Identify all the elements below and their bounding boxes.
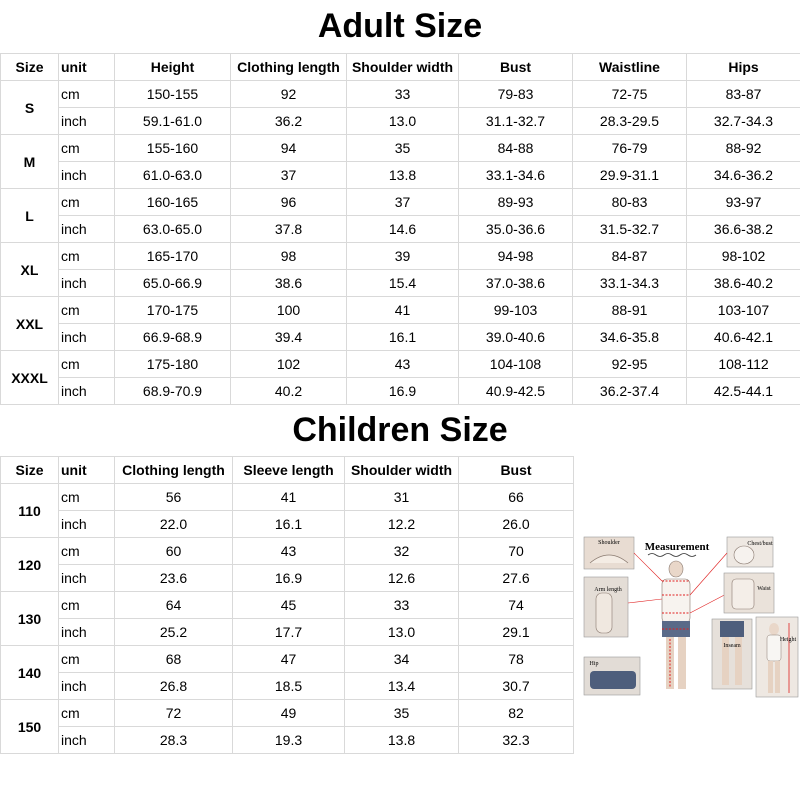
unit-label: cm	[59, 484, 115, 511]
measurement-cell: 68.9-70.9	[115, 378, 231, 405]
size-label: 130	[1, 592, 59, 646]
measurement-cell: 88-91	[573, 297, 687, 324]
table-row	[1, 324, 800, 351]
measurement-cell: 13.0	[347, 108, 459, 135]
size-label: 110	[1, 484, 59, 538]
measurement-cell: 45	[233, 592, 345, 619]
size-label: M	[1, 135, 59, 189]
unit-label: inch	[59, 565, 115, 592]
unit-label: cm	[59, 243, 115, 270]
guide-label-chest: Chest/bust	[747, 541, 773, 547]
measurement-cell: 29.9-31.1	[573, 162, 687, 189]
column-header: Size	[1, 54, 59, 81]
measurement-cell: 31	[345, 484, 459, 511]
measurement-cell: 22.0	[115, 511, 233, 538]
measurement-cell: 98	[231, 243, 347, 270]
measurement-cell: 25.2	[115, 619, 233, 646]
table-row	[1, 484, 574, 511]
table-row	[1, 619, 574, 646]
measurement-cell: 34	[345, 646, 459, 673]
measurement-cell: 78	[459, 646, 574, 673]
measurement-cell: 37.8	[231, 216, 347, 243]
measurement-cell: 72	[115, 700, 233, 727]
measurement-cell: 102	[231, 351, 347, 378]
measurement-cell: 23.6	[115, 565, 233, 592]
measurement-cell: 16.1	[233, 511, 345, 538]
measurement-cell: 160-165	[115, 189, 231, 216]
size-label: XXL	[1, 297, 59, 351]
measurement-cell: 65.0-66.9	[115, 270, 231, 297]
unit-label: cm	[59, 592, 115, 619]
unit-label: inch	[59, 511, 115, 538]
measurement-cell: 43	[347, 351, 459, 378]
measurement-cell: 34.6-36.2	[687, 162, 800, 189]
guide-label-hip: Hip	[589, 661, 599, 667]
unit-label: cm	[59, 538, 115, 565]
table-row	[1, 81, 800, 108]
table-row	[1, 700, 574, 727]
measurement-cell: 104-108	[459, 351, 573, 378]
measurement-cell: 28.3	[115, 727, 233, 754]
measurement-cell: 92-95	[573, 351, 687, 378]
unit-label: inch	[59, 378, 115, 405]
table-row	[1, 538, 574, 565]
unit-label: cm	[59, 646, 115, 673]
measurement-cell: 28.3-29.5	[573, 108, 687, 135]
measurement-cell: 26.8	[115, 673, 233, 700]
size-label: XXXL	[1, 351, 59, 405]
unit-label: cm	[59, 189, 115, 216]
unit-label: inch	[59, 324, 115, 351]
measurement-cell: 98-102	[687, 243, 800, 270]
unit-label: cm	[59, 700, 115, 727]
table-row	[1, 727, 574, 754]
measurement-cell: 100	[231, 297, 347, 324]
measurement-cell: 94-98	[459, 243, 573, 270]
unit-label: inch	[59, 619, 115, 646]
column-header: Height	[115, 54, 231, 81]
measurement-cell: 34.6-35.8	[573, 324, 687, 351]
measurement-cell: 13.8	[347, 162, 459, 189]
measurement-cell: 33	[345, 592, 459, 619]
column-header: Sleeve length	[233, 457, 345, 484]
measurement-cell: 16.1	[347, 324, 459, 351]
measurement-cell: 18.5	[233, 673, 345, 700]
table-row	[1, 673, 574, 700]
table-row	[1, 270, 800, 297]
measurement-cell: 93-97	[687, 189, 800, 216]
measurement-cell: 92	[231, 81, 347, 108]
header-row	[1, 54, 800, 81]
unit-label: inch	[59, 216, 115, 243]
measurement-cell: 165-170	[115, 243, 231, 270]
unit-label: inch	[59, 727, 115, 754]
measurement-cell: 103-107	[687, 297, 800, 324]
children-size-title: Children Size	[292, 411, 508, 449]
measurement-cell: 42.5-44.1	[687, 378, 800, 405]
measurement-cell: 68	[115, 646, 233, 673]
unit-label: cm	[59, 135, 115, 162]
table-row	[1, 216, 800, 243]
unit-label: inch	[59, 162, 115, 189]
measurement-cell: 38.6-40.2	[687, 270, 800, 297]
measurement-cell: 63.0-65.0	[115, 216, 231, 243]
table-row	[1, 189, 800, 216]
measurement-cell: 72-75	[573, 81, 687, 108]
measurement-cell: 89-93	[459, 189, 573, 216]
measurement-cell: 13.4	[345, 673, 459, 700]
measurement-cell: 83-87	[687, 81, 800, 108]
children-size-table	[0, 456, 574, 754]
table-row	[1, 646, 574, 673]
measurement-cell: 35	[345, 700, 459, 727]
measurement-cell: 175-180	[115, 351, 231, 378]
measurement-cell: 88-92	[687, 135, 800, 162]
adult-size-table	[0, 53, 800, 405]
measurement-cell: 33.1-34.3	[573, 270, 687, 297]
column-header: Shoulder width	[347, 54, 459, 81]
guide-label-height: Height	[779, 637, 797, 643]
unit-label: inch	[59, 270, 115, 297]
column-header: Waistline	[573, 54, 687, 81]
measurement-cell: 155-160	[115, 135, 231, 162]
measurement-cell: 37	[231, 162, 347, 189]
measurement-cell: 12.2	[345, 511, 459, 538]
measurement-cell: 32.3	[459, 727, 574, 754]
measurement-cell: 150-155	[115, 81, 231, 108]
table-row	[1, 378, 800, 405]
size-label: L	[1, 189, 59, 243]
measurement-cell: 16.9	[233, 565, 345, 592]
measurement-cell: 37	[347, 189, 459, 216]
measurement-cell: 19.3	[233, 727, 345, 754]
table-row	[1, 351, 800, 378]
measurement-guide-image	[582, 533, 800, 703]
table-row	[1, 592, 574, 619]
measurement-cell: 39	[347, 243, 459, 270]
measurement-cell: 35.0-36.6	[459, 216, 573, 243]
table-row	[1, 135, 800, 162]
measurement-cell: 27.6	[459, 565, 574, 592]
measurement-cell: 56	[115, 484, 233, 511]
measurement-cell: 31.5-32.7	[573, 216, 687, 243]
table-row	[1, 511, 574, 538]
measurement-cell: 66.9-68.9	[115, 324, 231, 351]
measurement-cell: 14.6	[347, 216, 459, 243]
measurement-cell: 36.2-37.4	[573, 378, 687, 405]
measurement-cell: 33.1-34.6	[459, 162, 573, 189]
unit-label: cm	[59, 297, 115, 324]
measurement-cell: 74	[459, 592, 574, 619]
guide-label-inseam: Inseam	[723, 643, 741, 649]
measurement-cell: 47	[233, 646, 345, 673]
measurement-cell: 76-79	[573, 135, 687, 162]
measurement-cell: 13.0	[345, 619, 459, 646]
measurement-cell: 40.2	[231, 378, 347, 405]
column-header: unit	[59, 457, 115, 484]
measurement-cell: 64	[115, 592, 233, 619]
measurement-cell: 70	[459, 538, 574, 565]
measurement-cell: 84-87	[573, 243, 687, 270]
measurement-cell: 66	[459, 484, 574, 511]
measurement-cell: 30.7	[459, 673, 574, 700]
measurement-cell: 96	[231, 189, 347, 216]
measurement-cell: 82	[459, 700, 574, 727]
guide-title: Measurement	[644, 541, 710, 553]
column-header: Size	[1, 457, 59, 484]
measurement-cell: 26.0	[459, 511, 574, 538]
measurement-cell: 33	[347, 81, 459, 108]
measurement-cell: 84-88	[459, 135, 573, 162]
measurement-cell: 40.6-42.1	[687, 324, 800, 351]
column-header: unit	[59, 54, 115, 81]
header-row	[1, 457, 574, 484]
measurement-cell: 41	[233, 484, 345, 511]
table-row	[1, 565, 574, 592]
measurement-cell: 79-83	[459, 81, 573, 108]
column-header: Shoulder width	[345, 457, 459, 484]
measurement-cell: 39.4	[231, 324, 347, 351]
measurement-cell: 80-83	[573, 189, 687, 216]
measurement-cell: 49	[233, 700, 345, 727]
measurement-cell: 59.1-61.0	[115, 108, 231, 135]
measurement-cell: 94	[231, 135, 347, 162]
unit-label: cm	[59, 81, 115, 108]
measurement-cell: 108-112	[687, 351, 800, 378]
measurement-cell: 12.6	[345, 565, 459, 592]
measurement-cell: 32	[345, 538, 459, 565]
measurement-cell: 29.1	[459, 619, 574, 646]
column-header: Bust	[459, 457, 574, 484]
table-row	[1, 297, 800, 324]
column-header: Clothing length	[231, 54, 347, 81]
measurement-cell: 40.9-42.5	[459, 378, 573, 405]
measurement-cell: 35	[347, 135, 459, 162]
measurement-cell: 16.9	[347, 378, 459, 405]
column-header: Clothing length	[115, 457, 233, 484]
unit-label: cm	[59, 351, 115, 378]
adult-size-title: Adult Size	[317, 7, 483, 45]
size-label: 140	[1, 646, 59, 700]
measurement-cell: 39.0-40.6	[459, 324, 573, 351]
measurement-cell: 15.4	[347, 270, 459, 297]
measurement-cell: 61.0-63.0	[115, 162, 231, 189]
size-label: 150	[1, 700, 59, 754]
size-label: XL	[1, 243, 59, 297]
column-header: Hips	[687, 54, 800, 81]
measurement-cell: 60	[115, 538, 233, 565]
measurement-cell: 37.0-38.6	[459, 270, 573, 297]
measurement-cell: 43	[233, 538, 345, 565]
unit-label: inch	[59, 673, 115, 700]
unit-label: inch	[59, 108, 115, 135]
table-row	[1, 162, 800, 189]
measurement-cell: 32.7-34.3	[687, 108, 800, 135]
measurement-cell: 41	[347, 297, 459, 324]
measurement-cell: 36.6-38.2	[687, 216, 800, 243]
table-row	[1, 108, 800, 135]
guide-label-shoulder: Shoulder	[598, 540, 620, 546]
measurement-cell: 36.2	[231, 108, 347, 135]
measurement-cell: 31.1-32.7	[459, 108, 573, 135]
size-label: 120	[1, 538, 59, 592]
table-row	[1, 243, 800, 270]
guide-label-arm: Arm length	[594, 587, 622, 593]
measurement-cell: 17.7	[233, 619, 345, 646]
column-header: Bust	[459, 54, 573, 81]
measurement-cell: 99-103	[459, 297, 573, 324]
size-label: S	[1, 81, 59, 135]
guide-label-waist: Waist	[757, 586, 771, 592]
measurement-cell: 170-175	[115, 297, 231, 324]
measurement-cell: 13.8	[345, 727, 459, 754]
measurement-cell: 38.6	[231, 270, 347, 297]
